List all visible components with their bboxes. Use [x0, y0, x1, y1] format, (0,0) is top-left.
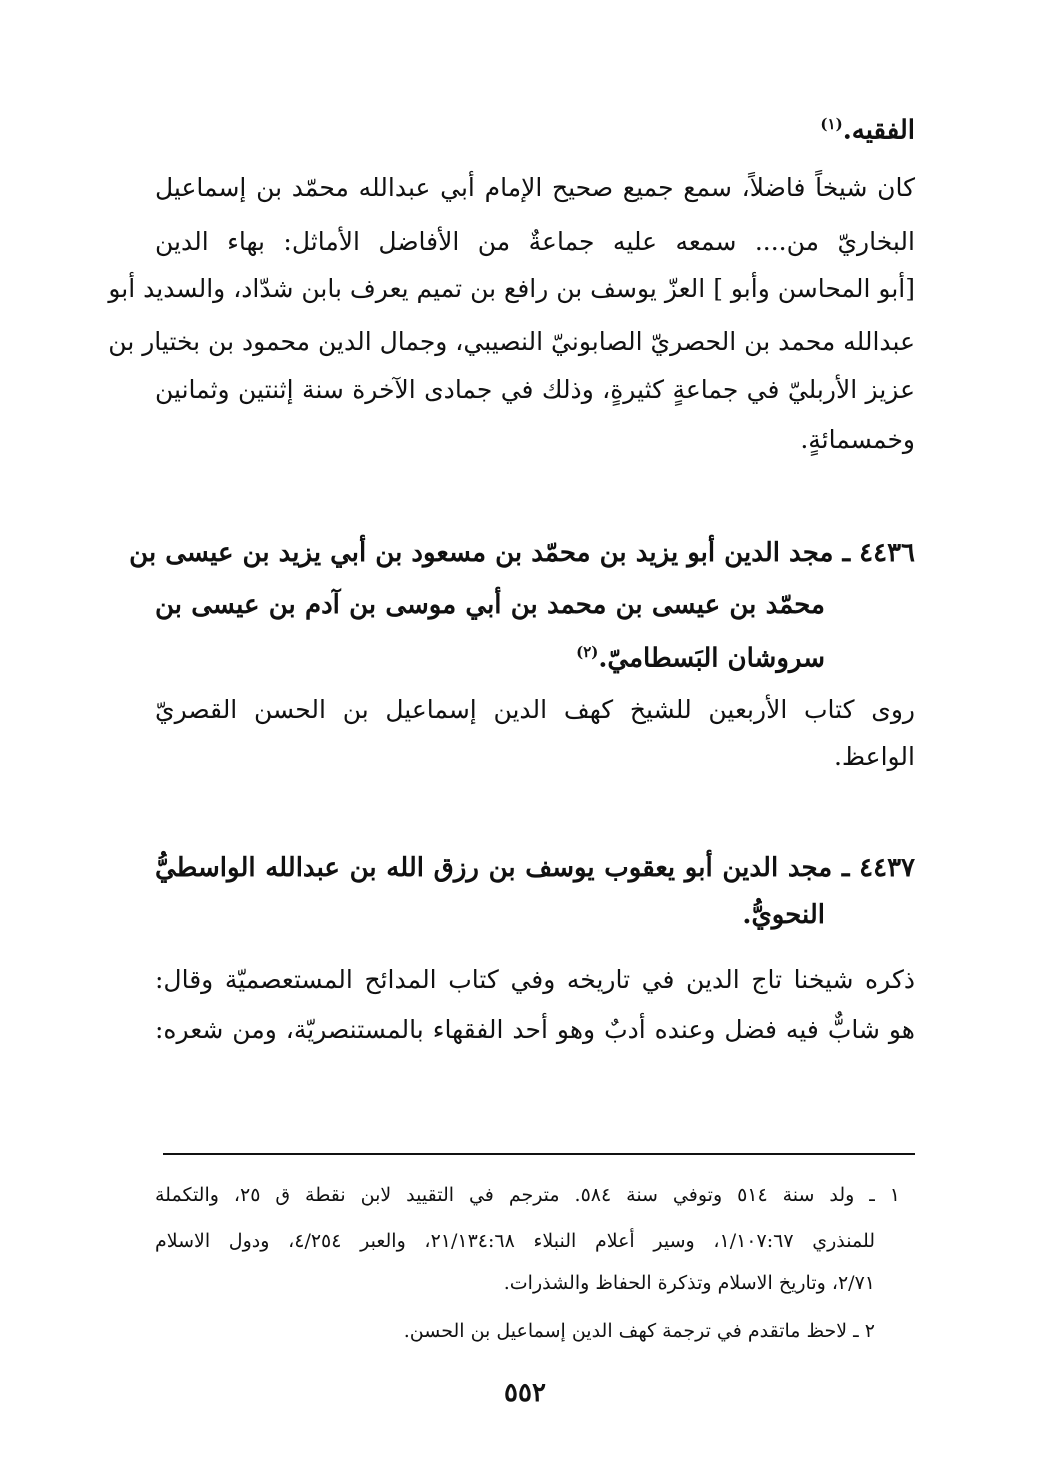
body-line: وخمسمائةٍ. [800, 425, 915, 454]
entry-prev-heading [155, 104, 915, 151]
body-line: عبدالله محمد بن الحصريّ الصابونيّ النصيبي، وجمال الدين محمود بن بختيار بن [108, 327, 915, 356]
footnote-marker: (١) [820, 115, 843, 133]
entry-4437-heading-cont: النحويُّ. [742, 900, 825, 930]
body-line: ذكره شيخنا تاج الدين في تاريخه وفي كتاب المدائح المستعصميّة وقال: [155, 965, 915, 994]
entry-4436-heading: ٤٤٣٦ ـ مجد الدين أبو يزيد بن محمّد بن مسعود بن أبي يزيد بن عيسى بن [129, 538, 915, 568]
page-number: ٥٥٢ [504, 1378, 546, 1408]
footnote-1-line: للمنذري ١/١٠٧:٦٧، وسير أعلام النبلاء ٢١/١٣٤:٦٨، والعبر ٤/٢٥٤، ودول الاسلام [155, 1230, 876, 1252]
body-line: هو شابٌّ فيه فضل وعنده أدبٌ وهو أحد الفقهاء بالمستنصريّة، ومن شعره: [155, 1015, 915, 1044]
footnote-marker: (٢) [576, 643, 599, 661]
body-line: البخاريّ من.... سمعه عليه جماعةٌ من الأفاضل الأماثل: بهاء الدين [155, 227, 915, 256]
body-line: الواعظ. [833, 742, 915, 771]
footnote-2: ٢ ـ لاحظ ماتقدم في ترجمة كهف الدين إسماعيل بن الحسن. [403, 1320, 875, 1342]
footnote-1-line: ١ ـ ولد سنة ٥١٤ وتوفي سنة ٥٨٤. مترجم في التقييد لابن نقطة ق ٢٥، والتكملة [155, 1184, 900, 1206]
body-line: عزيز الأربليّ في جماعةٍ كثيرةٍ، وذلك في جمادى الآخرة سنة إثنتين وثمانين [155, 375, 915, 404]
body-line: روى كتاب الأربعين للشيخ كهف الدين إسماعيل بن الحسن القصريّ [155, 695, 915, 724]
footnote-1-line: ٢/٧١، وتاريخ الاسلام وتذكرة الحفاظ والشذرات. [503, 1272, 875, 1294]
body-line: [أبو المحاسن وأبو ] العزّ يوسف بن رافع بن تميم يعرف بابن شدّاد، والسديد أبو [108, 274, 915, 303]
entry-4437-heading: ٤٤٣٧ ـ مجد الدين أبو يعقوب يوسف بن رزق الله بن عبدالله الواسطيُّ [155, 853, 915, 883]
footnote-divider [163, 1153, 915, 1155]
heading-text: سروشان البَسطاميّ. [598, 643, 825, 674]
body-line: كان شيخاً فاضلاً، سمع جميع صحيح الإمام أبي عبدالله محمّد بن إسماعيل [155, 173, 915, 202]
entry-4436-heading-cont: محمّد بن عيسى بن محمد بن أبي موسى بن آدم بن عيسى بن [155, 590, 825, 620]
heading-word: الفقيه. [842, 115, 915, 146]
entry-4436-heading-last [155, 632, 825, 679]
